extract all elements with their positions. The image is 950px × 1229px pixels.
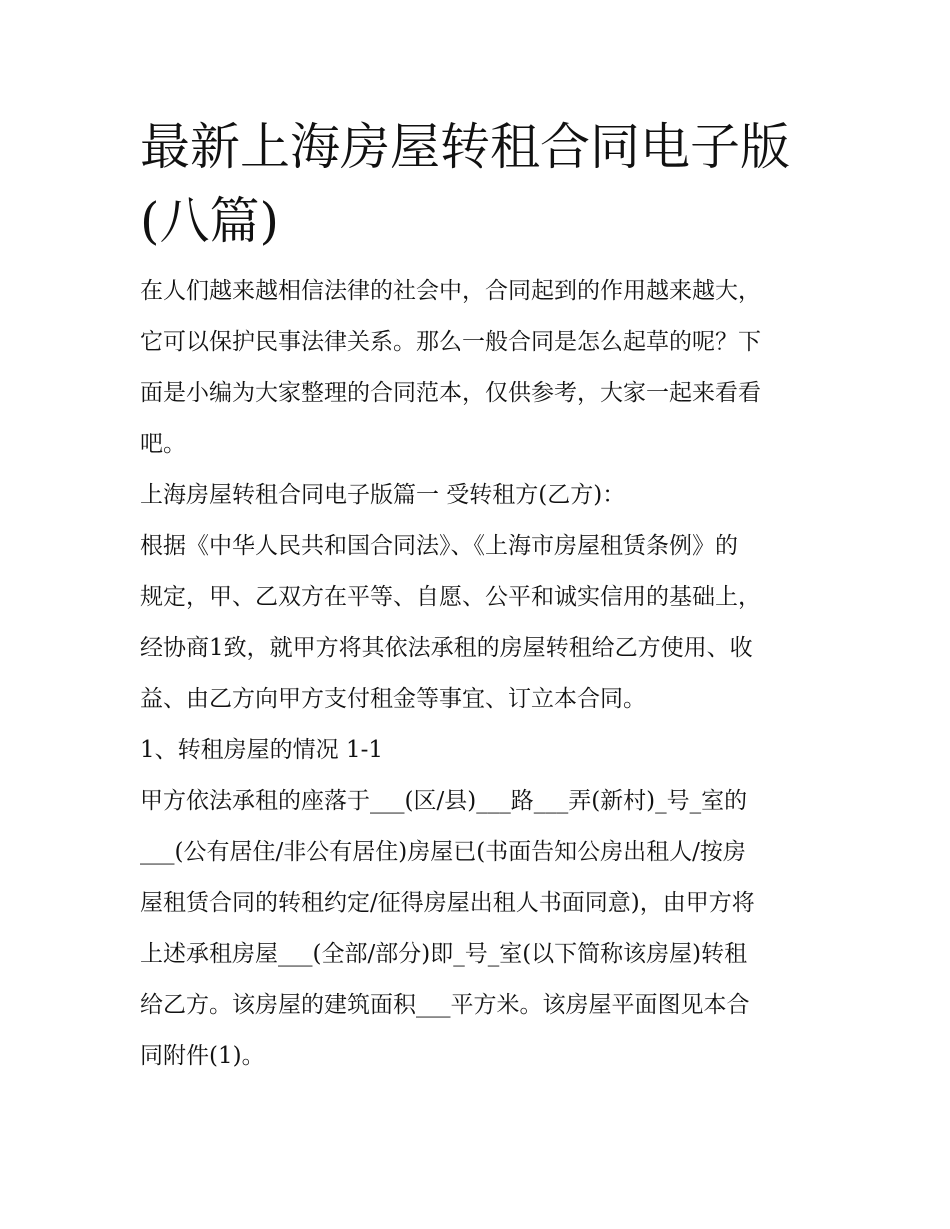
clause-line-3: 屋租赁合同的转租约定/征得房屋出租人书面同意)，由甲方将: [140, 890, 755, 916]
basis-paragraph: [140, 527, 820, 718]
clause-heading-text: 1、转租房屋的情况 1-1: [140, 737, 383, 763]
clause-line-5: 给乙方。该房屋的建筑面积___平方米。该房屋平面图见本合: [140, 992, 750, 1018]
clause-heading: [140, 731, 820, 769]
basis-line-3: 经协商1致，就甲方将其依法承租的房屋转租给乙方使用、收: [140, 635, 753, 661]
intro-line-2: 它可以保护民事法律关系。那么一般合同是怎么起草的呢？下: [140, 329, 761, 355]
intro-line-1: 在人们越来越相信法律的社会中，合同起到的作用越来越大，: [140, 278, 761, 304]
document-title: [140, 110, 820, 258]
clause-line-1: 甲方依法承租的座落于___(区/县)___路___弄(新村)_号_室的: [140, 788, 748, 814]
title-line-1: 最新上海房屋转租合同电子版: [140, 118, 790, 176]
intro-line-3: 面是小编为大家整理的合同范本，仅供参考，大家一起来看看: [140, 380, 761, 406]
clause-line-2: ___(公有居住/非公有居住)房屋已(书面告知公房出租人/按房: [140, 839, 746, 865]
section-heading: [140, 476, 820, 514]
basis-line-2: 规定，甲、乙双方在平等、自愿、公平和诚实信用的基础上，: [140, 584, 761, 610]
basis-line-4: 益、由乙方向甲方支付租金等事宜、订立本合同。: [140, 686, 646, 712]
intro-paragraph: [140, 272, 820, 463]
clause-line-4: 上述承租房屋___(全部/部分)即_号_室(以下简称该房屋)转租: [140, 941, 748, 967]
document-page: [140, 110, 820, 1075]
clause-paragraph: [140, 782, 820, 1075]
clause-line-6: 同附件(1)。: [140, 1043, 265, 1069]
basis-line-1: 根据《中华人民共和国合同法》、《上海市房屋租赁条例》的: [140, 533, 738, 559]
intro-line-4: 吧。: [140, 431, 186, 457]
title-line-2: (八篇): [140, 192, 280, 250]
section-heading-text: 上海房屋转租合同电子版篇一 受转租方(乙方)：: [140, 482, 626, 508]
